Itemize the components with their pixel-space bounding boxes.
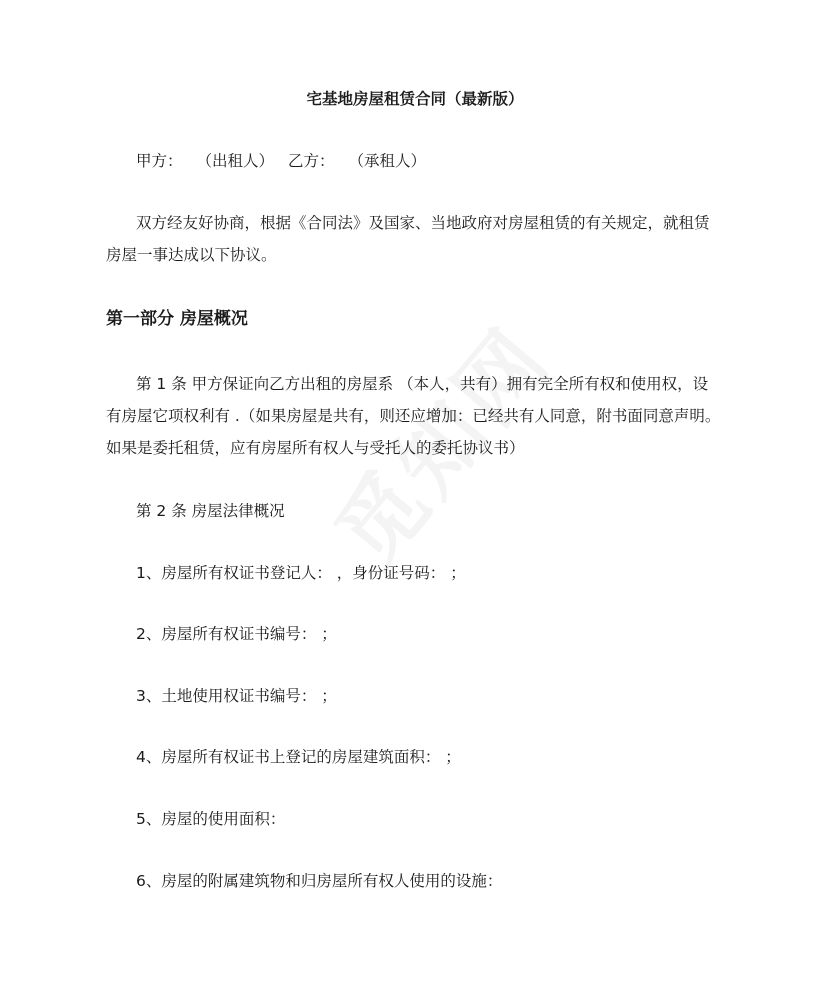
party-b-role: （承租人） xyxy=(348,152,427,170)
party-b-label: 乙方： xyxy=(288,152,335,170)
list-item: 4、房屋所有权证书上登记的房屋建筑面积： ； xyxy=(136,748,461,766)
article2-heading: 第 2 条 房屋法律概况 xyxy=(136,502,285,520)
party-a-role: （出租人） xyxy=(196,152,275,170)
list-item: 3、土地使用权证书编号： ； xyxy=(136,687,337,705)
party-a-label: 甲方： xyxy=(136,152,183,170)
parties-line xyxy=(136,151,426,171)
intro-line-1: 双方经友好协商，根据《合同法》及国家、当地政府对房屋租赁的有关规定，就租赁 xyxy=(136,214,710,232)
article1-line-3: 如果是委托租赁，应有房屋所有权人与受托人的委托协议书） xyxy=(106,439,525,457)
list-item: 6、房屋的附属建筑物和归房屋所有权人使用的设施： xyxy=(136,872,503,890)
list-item: 2、房屋所有权证书编号： ； xyxy=(136,625,337,643)
article1-line-1: 第 1 条 甲方保证向乙方出租的房屋系 （本人，共有）拥有完全所有权和使用权，设 xyxy=(136,375,709,393)
list-item: 5、房屋的使用面积： xyxy=(136,810,286,828)
document-title: 宅基地房屋租赁合同（最新版） xyxy=(306,90,524,108)
list-item: 1、房屋所有权证书登记人： ，身份证号码： ； xyxy=(136,564,466,582)
part1-heading: 第一部分 房屋概况 xyxy=(106,309,248,329)
article1-line-2: 有房屋它项权利有 .（如果房屋是共有，则还应增加：已经共有人同意，附书面同意声明。 xyxy=(106,407,721,425)
intro-line-2: 房屋一事达成以下协议。 xyxy=(106,246,277,264)
